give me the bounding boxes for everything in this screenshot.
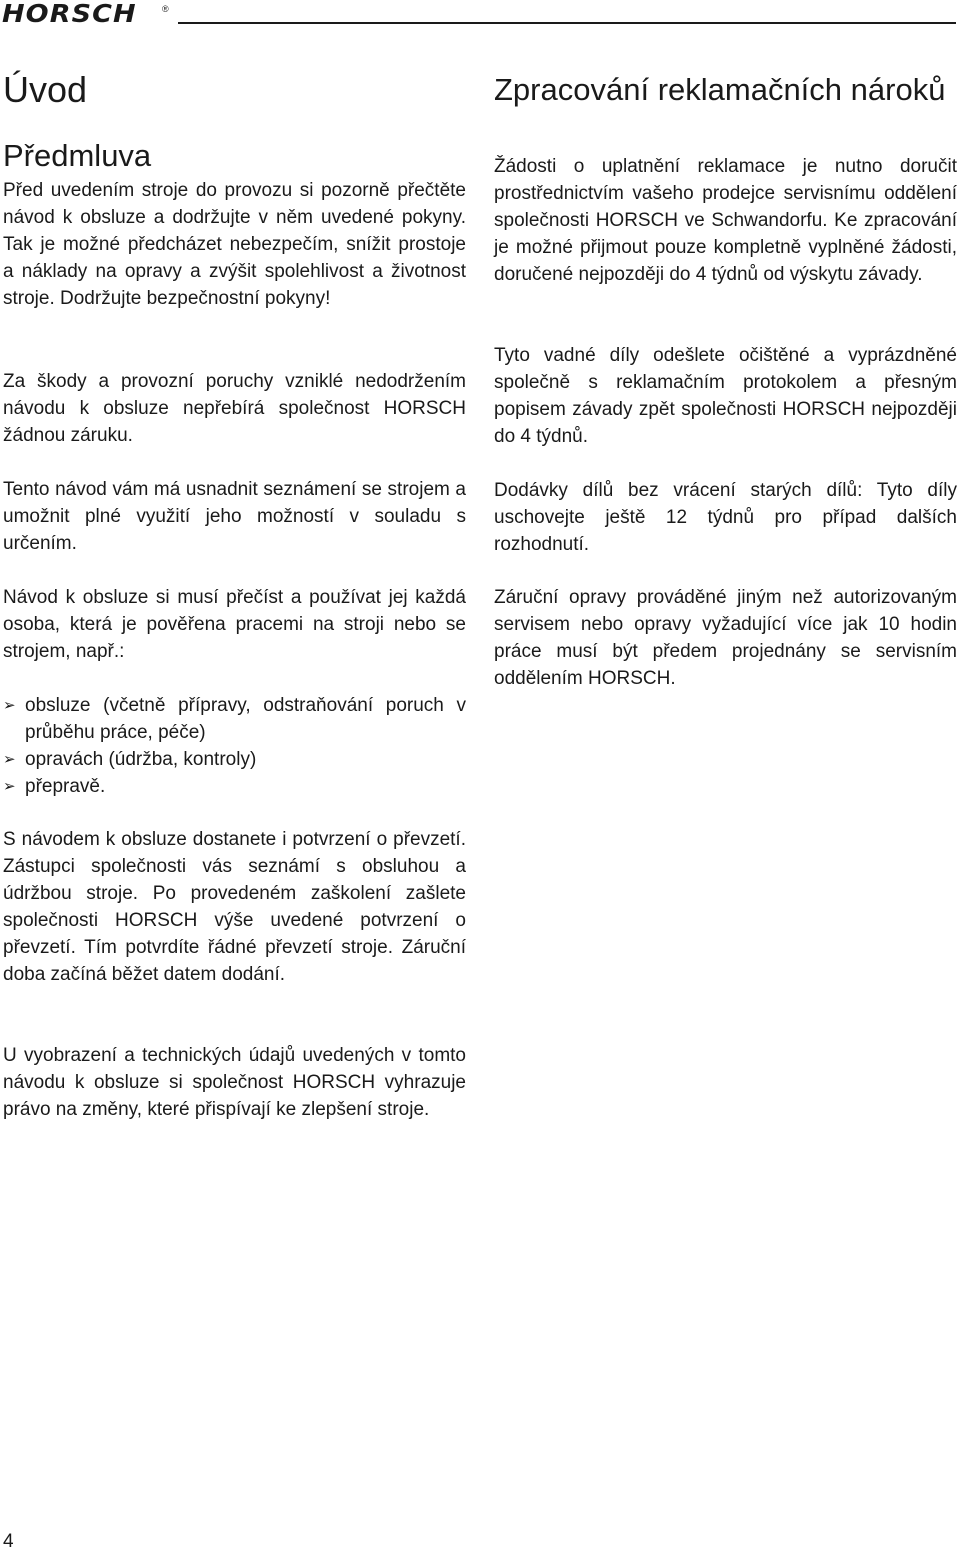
preface-heading: Předmluva bbox=[3, 138, 152, 173]
page-header bbox=[0, 0, 960, 30]
list-item: ➢ opravách (údržba, kontroly) bbox=[3, 746, 466, 773]
list-item: ➢ přepravě. bbox=[3, 773, 466, 800]
arrow-bullet-icon: ➢ bbox=[3, 697, 16, 714]
page-title: Úvod bbox=[3, 69, 88, 110]
preface-paragraph-4: Návod k obsluze si musí přečíst a používat jej každá osoba, která je pověřena pracemi na stroji nebo se strojem, např.: bbox=[3, 587, 466, 662]
claims-paragraph-3: Dodávky dílů bez vrácení starých dílů: Tyto díly uschovejte ještě 12 týdnů pro případ dalších rozhodnutí. bbox=[494, 480, 957, 555]
preface-paragraph-6: U vyobrazení a technických údajů uvedených v tomto návodu k obsluze si společnost HORSCH vyhrazuje právo na změny, které přispívají ke zlepšení stroje. bbox=[3, 1045, 466, 1120]
claims-paragraph-1: Žádosti o uplatnění reklamace je nutno doručit prostřednictvím vašeho prodejce servisnímu oddělení společnosti HORSCH ve Schwandorfu. Ke zpracování je možné přijmout pouze kompletně vyplněné žádosti, doručené nejpozději do 4 týdnů od výskytu závady. bbox=[494, 156, 957, 285]
claims-paragraph-2: Tyto vadné díly odešlete očištěné a vyprázdněné společně s reklamačním protokolem a přesným popisem závady zpět společnosti HORSCH nejpozději do 4 týdnů. bbox=[494, 345, 957, 447]
claims-heading: Zpracování reklamačních nároků bbox=[494, 72, 946, 107]
registered-mark: ® bbox=[162, 4, 169, 14]
horsch-logo: HORSCH bbox=[2, 0, 137, 28]
claims-paragraph-4: Záruční opravy prováděné jiným než autorizovaným servisem nebo opravy vyžadující více jak 10 hodin práce musí být předem projednány se servisním oddělením HORSCH. bbox=[494, 587, 957, 689]
preface-paragraph-5: S návodem k obsluze dostanete i potvrzení o převzetí. Zástupci společnosti vás seznámí s obsluhou a údržbou stroje. Po provedeném zaškolení zašlete společnosti HORSCH výše uvedené potvrzení o převzetí. Tím potvrdíte řádné převzetí stroje. Záruční doba začíná běžet datem dodání. bbox=[3, 829, 466, 985]
arrow-bullet-icon: ➢ bbox=[3, 751, 16, 768]
preface-paragraph-1: Před uvedením stroje do provozu si pozorně přečtěte návod k obsluze a dodržujte v něm uvedené pokyny. Tak je možné předcházet nebezpečím, snížit prostoje a náklady na opravy a zvýšit spolehlivost a životnost stroje. Dodržujte bezpečnostní pokyny! bbox=[3, 180, 466, 309]
preface-paragraph-3: Tento návod vám má usnadnit seznámení se strojem a umožnit plné využití jeho možností v souladu s určením. bbox=[3, 479, 466, 554]
usage-list bbox=[3, 692, 466, 800]
header-rule bbox=[178, 22, 956, 24]
arrow-bullet-icon: ➢ bbox=[3, 778, 16, 795]
page-number: 4 bbox=[3, 1531, 14, 1552]
preface-paragraph-2: Za škody a provozní poruchy vzniklé nedodržením návodu k obsluze nepřebírá společnost HORSCH žádnou záruku. bbox=[3, 371, 466, 446]
list-item: ➢ obsluze (včetně přípravy, odstraňování poruch v průběhu práce, péče) bbox=[3, 692, 466, 746]
